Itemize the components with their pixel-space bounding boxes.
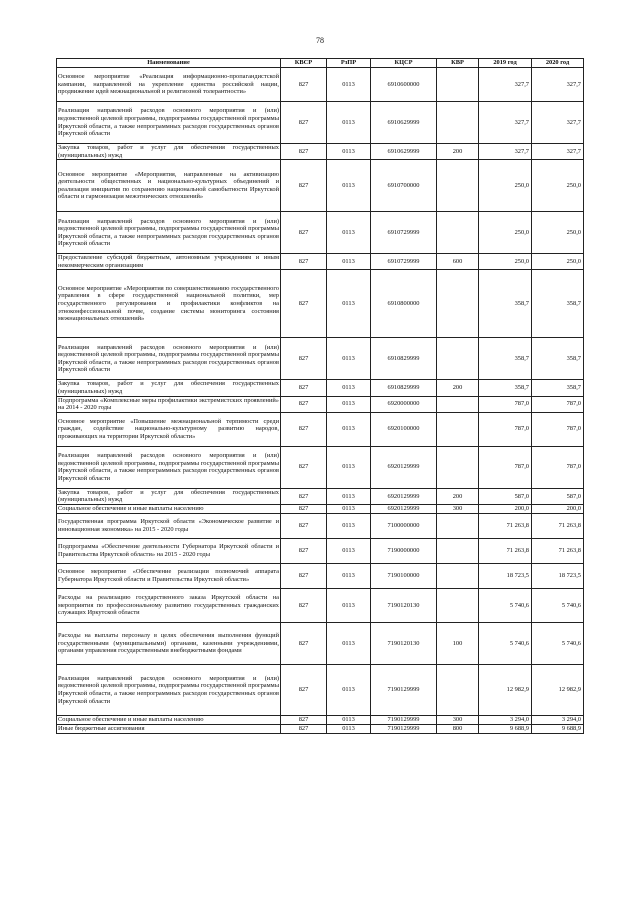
cell-name: Закупка товаров, работ и услуг для обеспечения государственных (муниципальных) нужд xyxy=(58,380,279,395)
cell-2019: 787,0 xyxy=(479,396,532,412)
cell-2019: 587,0 xyxy=(479,488,532,504)
cell-rzpr: 0113 xyxy=(327,396,371,412)
cell-kvsr: 827 xyxy=(281,254,327,270)
cell-2020: 250,0 xyxy=(532,212,584,254)
cell-kvsr: 827 xyxy=(281,160,327,212)
cell-2019: 71 263,8 xyxy=(479,513,532,538)
cell-2020: 327,7 xyxy=(532,144,584,160)
cell-2020: 327,7 xyxy=(532,102,584,144)
cell-kvsr: 827 xyxy=(281,664,327,715)
cell-rzpr: 0113 xyxy=(327,563,371,588)
cell-kcsr: 6920129999 xyxy=(371,446,437,488)
cell-rzpr: 0113 xyxy=(327,664,371,715)
table-row xyxy=(57,446,584,488)
cell-rzpr: 0113 xyxy=(327,338,371,380)
cell-name: Социальное обеспечение и иные выплаты населению xyxy=(57,715,281,724)
cell-kvsr: 827 xyxy=(281,446,327,488)
cell-2020: 18 723,5 xyxy=(532,563,584,588)
cell-rzpr: 0113 xyxy=(327,488,371,504)
cell-2020: 200,0 xyxy=(532,504,584,513)
cell-name: Реализация направлений расходов основного мероприятия и (или) ведомственной целевой программы, подпрограммы государственной программы Иркутской области, а также непрограммных расходов государственных органов Иркутской области xyxy=(57,212,281,254)
header-kcsr: КЦСР xyxy=(371,59,437,68)
table-row xyxy=(57,380,584,396)
cell-name: Реализация направлений расходов основного мероприятия и (или) ведомственной целевой программы, подпрограммы государственной программы Иркутской области, а также непрограммных расходов государственных органов Иркутской области xyxy=(57,338,281,380)
cell-name: Закупка товаров, работ и услуг для обеспечения государственных (муниципальных) нужд xyxy=(58,488,279,504)
table-row xyxy=(57,538,584,563)
cell-name: Основное мероприятие «Мероприятия по совершенствованию государственного управления в сфере государственной национальной политики, мер государственного регулирования и профилактики конфликтов на этноконфессиональной почве, создание системы мониторинга состояния межнациональных отношений» xyxy=(57,270,281,338)
table-row xyxy=(57,513,584,538)
table-row xyxy=(57,68,584,102)
cell-kvsr: 827 xyxy=(281,102,327,144)
table-row xyxy=(57,270,584,338)
cell-kcsr: 6920129999 xyxy=(371,488,437,504)
cell-kvr: 300 xyxy=(437,504,479,513)
table-row xyxy=(57,724,584,733)
cell-kcsr: 6910729999 xyxy=(371,254,437,270)
cell-name: Реализация направлений расходов основного мероприятия и (или) ведомственной целевой программы, подпрограммы государственной программы Иркутской области, а также непрограммных расходов государственных органов Иркутской области xyxy=(57,446,281,488)
cell-2019: 787,0 xyxy=(479,412,532,446)
cell-kvr xyxy=(437,338,479,380)
cell-2020: 5 740,6 xyxy=(532,622,584,664)
cell-kvr: 300 xyxy=(437,715,479,724)
cell-name: Подпрограмма «Комплексные меры профилактики экстремистских проявлений» на 2014 - 2020 годы xyxy=(58,396,279,412)
cell-rzpr: 0113 xyxy=(327,622,371,664)
cell-rzpr: 0113 xyxy=(327,270,371,338)
cell-2020: 250,0 xyxy=(532,160,584,212)
table-row xyxy=(57,144,584,160)
cell-rzpr: 0113 xyxy=(327,412,371,446)
cell-kvsr: 827 xyxy=(281,513,327,538)
cell-kvsr: 827 xyxy=(281,144,327,160)
table-row xyxy=(57,396,584,412)
cell-kvsr: 827 xyxy=(281,724,327,733)
cell-kcsr: 6910700000 xyxy=(371,160,437,212)
cell-kvsr: 827 xyxy=(281,270,327,338)
cell-name: Подпрограмма «Обеспечение деятельности Губернатора Иркутской области и Правительства Иркутской области» на 2015 - 2020 годы xyxy=(57,538,281,563)
cell-rzpr: 0113 xyxy=(327,254,371,270)
cell-2019: 9 688,9 xyxy=(479,724,532,733)
cell-kcsr: 7190000000 xyxy=(371,538,437,563)
cell-2020: 9 688,9 xyxy=(532,724,584,733)
cell-2020: 5 740,6 xyxy=(532,588,584,622)
cell-2019: 5 740,6 xyxy=(479,588,532,622)
cell-2019: 250,0 xyxy=(479,254,532,270)
cell-kvsr: 827 xyxy=(281,563,327,588)
cell-kvr xyxy=(437,563,479,588)
table-row xyxy=(57,338,584,380)
cell-kcsr: 6910800000 xyxy=(371,270,437,338)
cell-kvr: 200 xyxy=(437,144,479,160)
cell-kvr xyxy=(437,664,479,715)
cell-rzpr: 0113 xyxy=(327,538,371,563)
cell-kvsr: 827 xyxy=(281,504,327,513)
cell-kcsr: 7100000000 xyxy=(371,513,437,538)
table-row xyxy=(57,412,584,446)
cell-2019: 5 740,6 xyxy=(479,622,532,664)
table-body xyxy=(57,68,584,734)
cell-kcsr: 6910829999 xyxy=(371,380,437,396)
cell-kvr xyxy=(437,538,479,563)
cell-2019: 327,7 xyxy=(479,68,532,102)
cell-kvr: 200 xyxy=(437,380,479,396)
cell-2020: 787,0 xyxy=(532,446,584,488)
header-2020: 2020 год xyxy=(532,59,584,68)
cell-2019: 3 294,0 xyxy=(479,715,532,724)
cell-rzpr: 0113 xyxy=(327,160,371,212)
cell-rzpr: 0113 xyxy=(327,715,371,724)
cell-kcsr: 6910829999 xyxy=(371,338,437,380)
cell-2019: 250,0 xyxy=(479,212,532,254)
header-rzpr: РзПР xyxy=(327,59,371,68)
cell-kcsr: 7190129999 xyxy=(371,724,437,733)
cell-kcsr: 6910629999 xyxy=(371,102,437,144)
cell-kvsr: 827 xyxy=(281,588,327,622)
cell-name: Реализация направлений расходов основного мероприятия и (или) ведомственной целевой программы, подпрограммы государственной программы Иркутской области, а также непрограммных расходов государственных органов Иркутской области xyxy=(57,664,281,715)
cell-kvr xyxy=(437,396,479,412)
cell-kvr: 800 xyxy=(437,724,479,733)
table-row xyxy=(57,715,584,724)
cell-2019: 358,7 xyxy=(479,338,532,380)
cell-kvsr: 827 xyxy=(281,622,327,664)
page-number: 78 xyxy=(316,36,324,45)
cell-rzpr: 0113 xyxy=(327,446,371,488)
cell-kvr xyxy=(437,588,479,622)
cell-kcsr: 7190129999 xyxy=(371,664,437,715)
cell-kvsr: 827 xyxy=(281,338,327,380)
cell-rzpr: 0113 xyxy=(327,724,371,733)
table-row xyxy=(57,664,584,715)
cell-name: Государственная программа Иркутской области «Экономическое развитие и инновационная экономика» на 2015 - 2020 годы xyxy=(57,513,281,538)
cell-name: Основное мероприятие «Мероприятия, направленные на активизацию деятельности общественных и национально-культурных объединений и реализация инициатив по сохранению национальной самобытности Иркутской области и гармонизация межэтнических отношений» xyxy=(57,160,281,212)
table-row xyxy=(57,504,584,513)
cell-kvsr: 827 xyxy=(281,538,327,563)
cell-2019: 18 723,5 xyxy=(479,563,532,588)
table-row xyxy=(57,588,584,622)
cell-2020: 358,7 xyxy=(532,380,584,396)
table-header-row xyxy=(57,59,584,68)
cell-2020: 250,0 xyxy=(532,254,584,270)
cell-rzpr: 0113 xyxy=(327,68,371,102)
table-row xyxy=(57,102,584,144)
cell-kvr: 100 xyxy=(437,622,479,664)
budget-table xyxy=(56,58,584,734)
cell-name: Предоставление субсидий бюджетным, автономным учреждениям и иным некоммерческим организациям xyxy=(58,254,279,269)
cell-2020: 358,7 xyxy=(532,270,584,338)
cell-2019: 358,7 xyxy=(479,380,532,396)
cell-rzpr: 0113 xyxy=(327,212,371,254)
table-row xyxy=(57,622,584,664)
cell-kvsr: 827 xyxy=(281,380,327,396)
cell-name: Реализация направлений расходов основного мероприятия и (или) ведомственной целевой программы, подпрограммы государственной программы Иркутской области, а также непрограммных расходов государственных органов Иркутской области xyxy=(57,102,281,144)
cell-kvsr: 827 xyxy=(281,396,327,412)
cell-kcsr: 6920129999 xyxy=(371,504,437,513)
cell-2020: 787,0 xyxy=(532,412,584,446)
cell-name: Основное мероприятие «Повышение межнациональной терпимости среди граждан, содействие национально-культурному развитию народов, проживающих на территории Иркутской области» xyxy=(57,412,281,446)
cell-2020: 358,7 xyxy=(532,338,584,380)
cell-2019: 200,0 xyxy=(479,504,532,513)
header-kvsr: КВСР xyxy=(281,59,327,68)
table-row xyxy=(57,212,584,254)
table-row xyxy=(57,254,584,270)
cell-2019: 327,7 xyxy=(479,144,532,160)
cell-name: Социальное обеспечение и иные выплаты населению xyxy=(57,504,281,513)
cell-rzpr: 0113 xyxy=(327,504,371,513)
cell-2020: 587,0 xyxy=(532,488,584,504)
cell-2020: 71 263,8 xyxy=(532,513,584,538)
table-row xyxy=(57,160,584,212)
cell-kcsr: 6910629999 xyxy=(371,144,437,160)
cell-kvsr: 827 xyxy=(281,412,327,446)
cell-name: Расходы на реализацию государственного заказа Иркутской области на мероприятия по профессиональному развитию государственных гражданских служащих Иркутской области xyxy=(57,588,281,622)
cell-kcsr: 6910600000 xyxy=(371,68,437,102)
cell-name: Основное мероприятие «Реализация информационно-пропагандистской кампании, направленной на укрепление единства российской нации, продвижение идей межнациональной и религиозной толерантности» xyxy=(57,68,281,102)
cell-kvsr: 827 xyxy=(281,212,327,254)
cell-kvr xyxy=(437,102,479,144)
cell-kcsr: 6910729999 xyxy=(371,212,437,254)
cell-rzpr: 0113 xyxy=(327,513,371,538)
cell-kcsr: 6920000000 xyxy=(371,396,437,412)
cell-name: Расходы на выплаты персоналу в целях обеспечения выполнения функций государственными (муниципальными) органами, казенными учреждениями, органами управления государственными внебюджетными фондами xyxy=(57,622,281,664)
cell-kcsr: 7190120130 xyxy=(371,588,437,622)
cell-kvr xyxy=(437,513,479,538)
cell-rzpr: 0113 xyxy=(327,380,371,396)
cell-rzpr: 0113 xyxy=(327,102,371,144)
cell-kcsr: 6920100000 xyxy=(371,412,437,446)
cell-2019: 12 982,9 xyxy=(479,664,532,715)
cell-2020: 12 982,9 xyxy=(532,664,584,715)
cell-kvr: 200 xyxy=(437,488,479,504)
cell-kcsr: 7190100000 xyxy=(371,563,437,588)
header-2019: 2019 год xyxy=(479,59,532,68)
table-row xyxy=(57,563,584,588)
cell-2020: 71 263,8 xyxy=(532,538,584,563)
cell-kvr xyxy=(437,212,479,254)
cell-2020: 787,0 xyxy=(532,396,584,412)
cell-rzpr: 0113 xyxy=(327,588,371,622)
cell-kcsr: 7190120130 xyxy=(371,622,437,664)
cell-kvr xyxy=(437,446,479,488)
cell-2019: 250,0 xyxy=(479,160,532,212)
cell-kvr xyxy=(437,160,479,212)
cell-2019: 71 263,8 xyxy=(479,538,532,563)
cell-kvsr: 827 xyxy=(281,488,327,504)
cell-kvr xyxy=(437,68,479,102)
header-name: Наименование xyxy=(57,59,281,68)
cell-2019: 787,0 xyxy=(479,446,532,488)
cell-2020: 327,7 xyxy=(532,68,584,102)
cell-rzpr: 0113 xyxy=(327,144,371,160)
header-kvr: КВР xyxy=(437,59,479,68)
cell-kvr xyxy=(437,412,479,446)
cell-kvsr: 827 xyxy=(281,68,327,102)
table-row xyxy=(57,488,584,504)
cell-name: Закупка товаров, работ и услуг для обеспечения государственных (муниципальных) нужд xyxy=(58,144,279,159)
cell-kvr: 600 xyxy=(437,254,479,270)
cell-2020: 3 294,0 xyxy=(532,715,584,724)
cell-name: Иные бюджетные ассигнования xyxy=(57,724,281,733)
cell-kvsr: 827 xyxy=(281,715,327,724)
cell-kcsr: 7190129999 xyxy=(371,715,437,724)
cell-2019: 327,7 xyxy=(479,102,532,144)
cell-2019: 358,7 xyxy=(479,270,532,338)
cell-name: Основное мероприятие «Обеспечение реализации полномочий аппарата Губернатора Иркутской области и Правительства Иркутской области» xyxy=(57,563,281,588)
cell-kvr xyxy=(437,270,479,338)
